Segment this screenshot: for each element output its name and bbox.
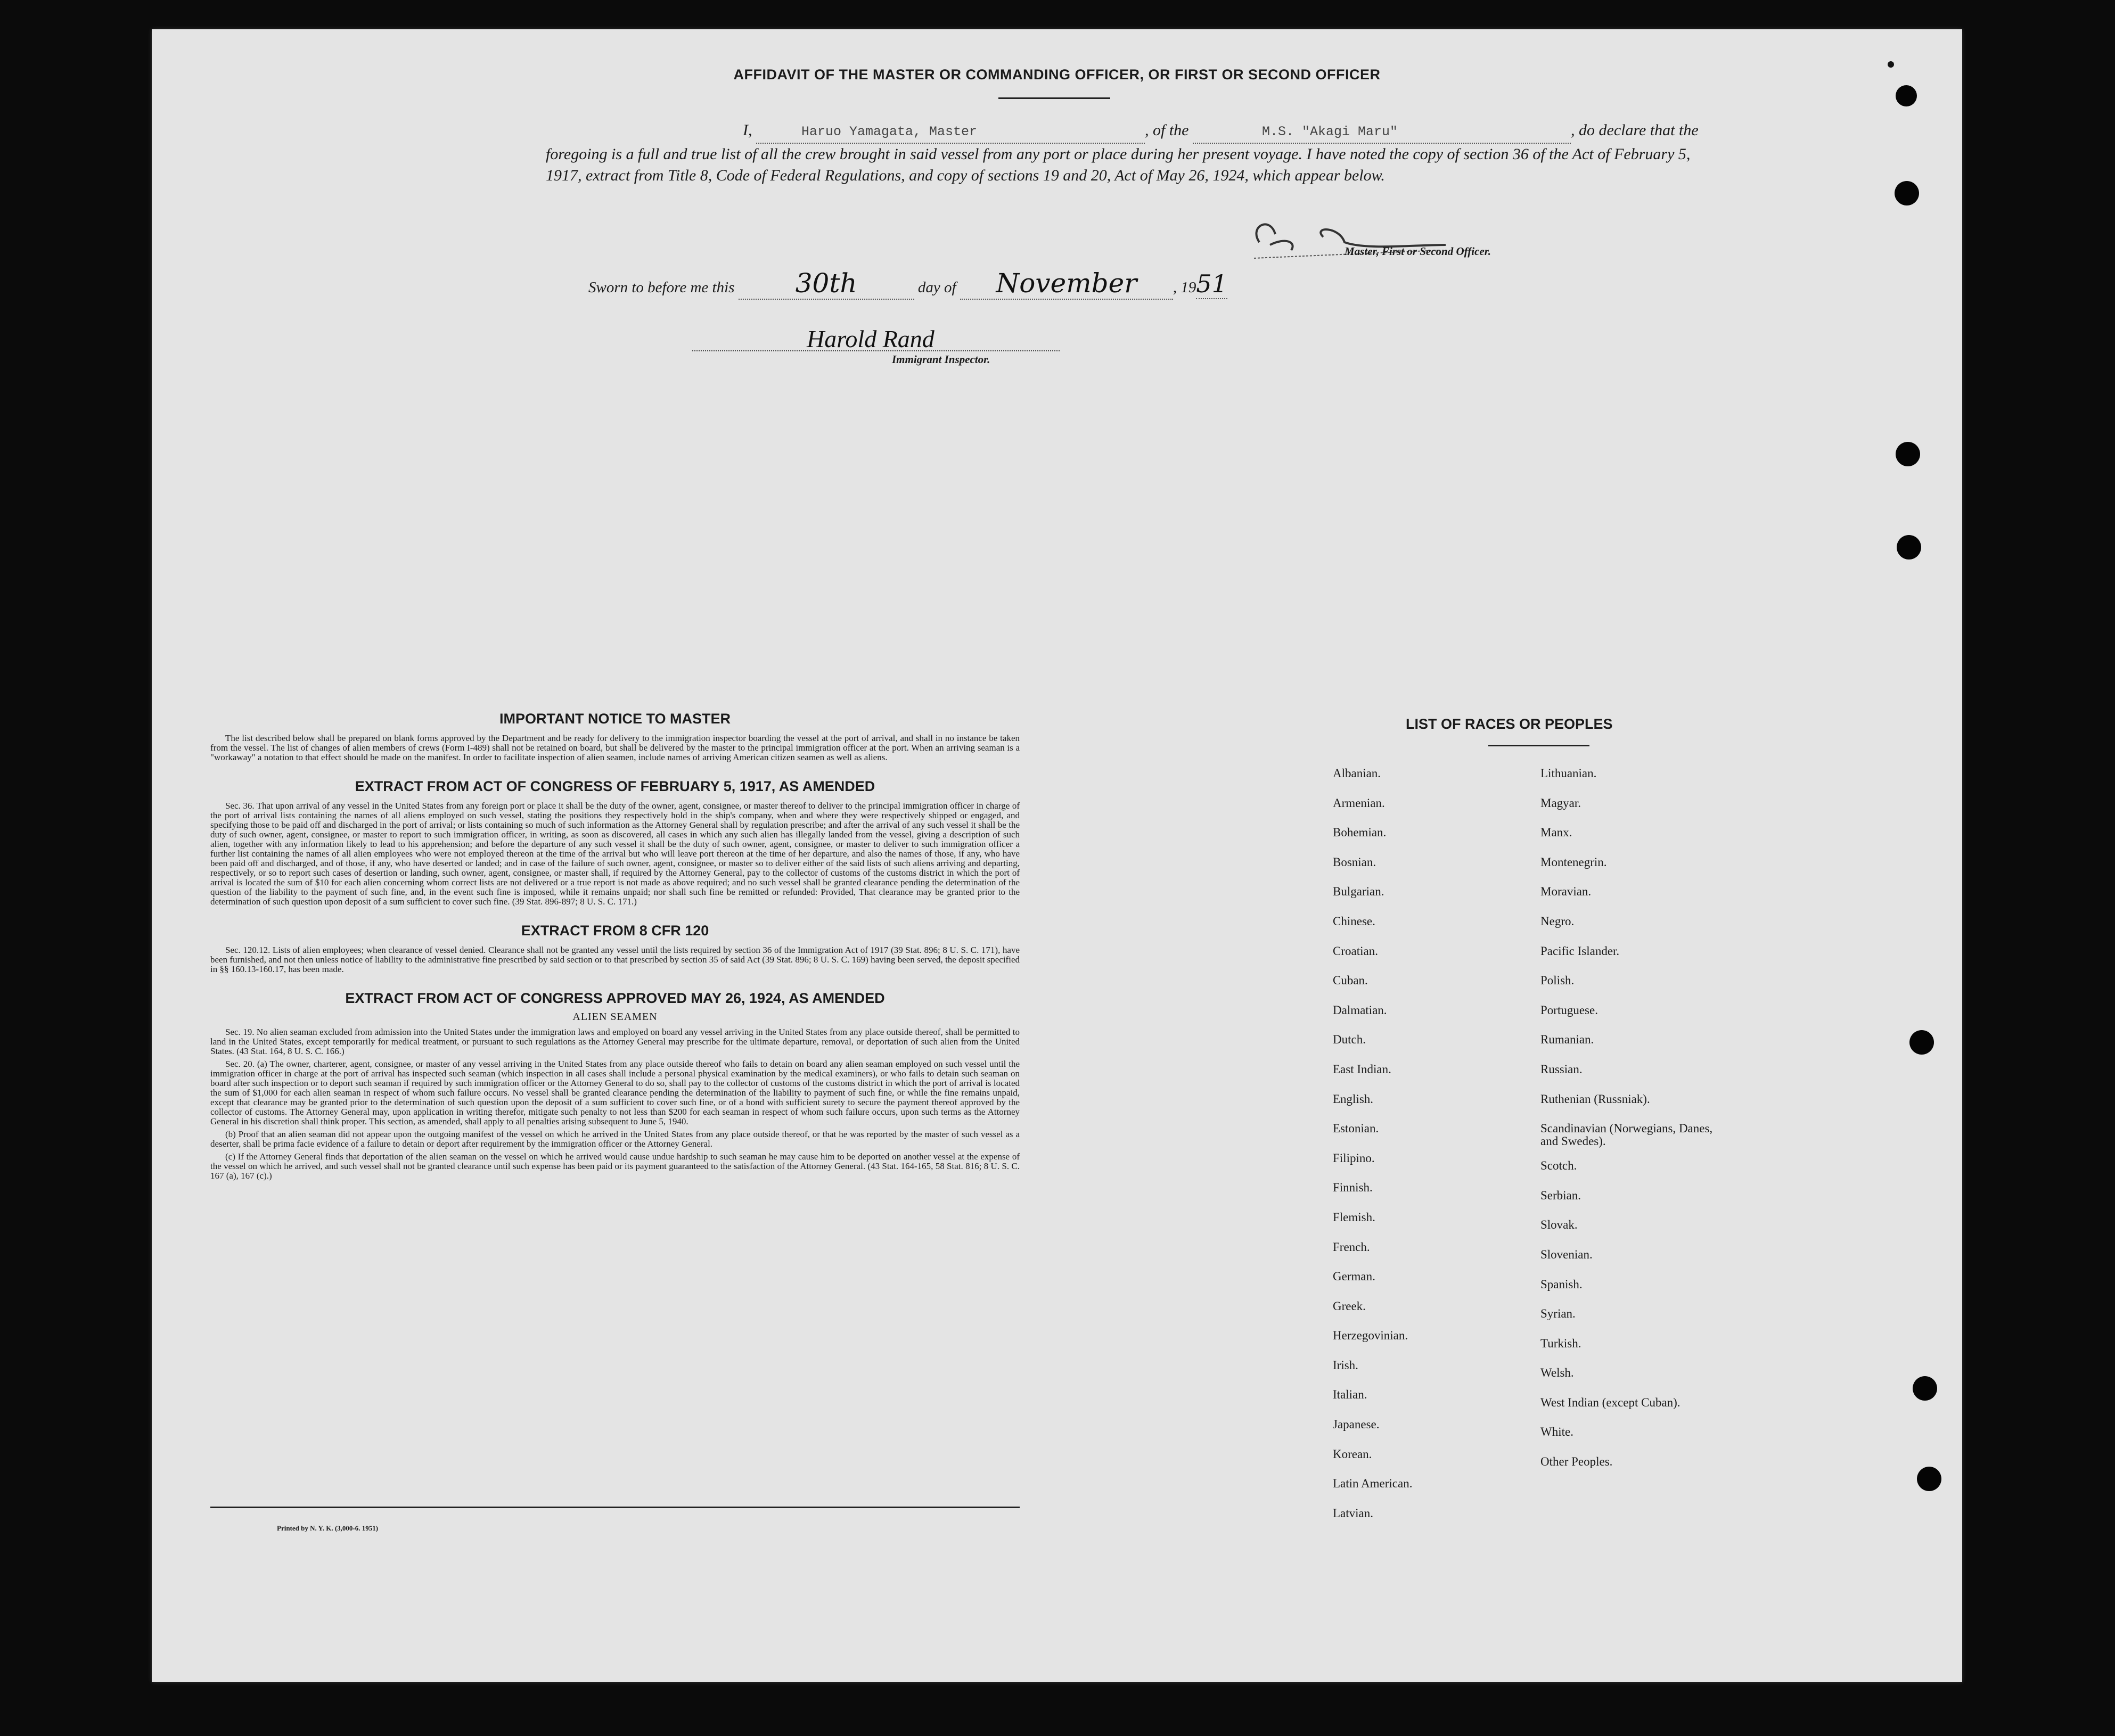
race-item: Scotch.	[1540, 1159, 1577, 1173]
vessel-value: M.S. "Akagi Maru"	[1262, 124, 1398, 139]
race-item: Polish.	[1540, 974, 1575, 988]
sworn-year-value: 51	[1196, 269, 1227, 298]
race-item: English.	[1333, 1092, 1374, 1106]
race-item: Irish.	[1333, 1358, 1358, 1372]
punch-hole	[1896, 442, 1920, 466]
vessel-field	[1193, 121, 1571, 144]
race-item: West Indian (except Cuban).	[1540, 1395, 1680, 1409]
inspector-signature: Harold Rand	[807, 325, 934, 352]
punch-hole	[1917, 1467, 1941, 1491]
race-item: Scandinavian (Norwegians, Danes, and Swedes).	[1540, 1122, 1713, 1148]
extract-cfr-body: Sec. 120.12. Lists of alien employees; when clearance of vessel denied. Clearance shall not be granted any vessel until the lists required by section 36 of the Immigration Act of 1917 (39 Stat. 896; 8 U. S. C. 171), have been furnished, and not then unless notice of liability to the administrative fine prescribed by said section or to that prescribed by section 35 of said Act (39 Stat. 896; 8 U. S. C. 169) having been served, the deposit specified in §§ 160.13-160.17, has been made.	[210, 945, 1020, 974]
decl-prefix: I,	[743, 121, 752, 139]
race-item: Montenegrin.	[1540, 855, 1607, 869]
race-item: Magyar.	[1540, 796, 1581, 810]
races-right-column	[1540, 759, 1759, 1528]
master-signature-label: Master, First or Second Officer.	[1345, 245, 1491, 258]
races-title: LIST OF RACES OR PEOPLES	[1406, 716, 1613, 732]
notices-column	[210, 711, 1020, 1184]
bottom-rule	[210, 1507, 1020, 1508]
races-list	[1333, 759, 1759, 1528]
race-item: Bulgarian.	[1333, 885, 1384, 899]
extract-1924-sec20b: (b) Proof that an alien seaman did not appear upon the outgoing manifest of the vessel on which he arrived in the United States from any place outside thereof, or that he was reported by the master of such vessel as a deserter, shall be prima facie evidence of a failure to detain or deport after requirement by the immigration officer or the Attorney General.	[210, 1129, 1020, 1149]
decl-of-text: , of the	[1145, 121, 1189, 139]
printer-imprint: Printed by N. Y. K. (3,000-6. 1951)	[277, 1524, 379, 1532]
inspector-label: Immigrant Inspector.	[892, 353, 990, 366]
extract-cfr-title: EXTRACT FROM 8 CFR 120	[521, 923, 709, 939]
race-item: Filipino.	[1333, 1151, 1375, 1165]
race-item: Italian.	[1333, 1388, 1367, 1402]
race-item: Dalmatian.	[1333, 1003, 1387, 1017]
race-item: Portuguese.	[1540, 1003, 1598, 1017]
races-title-rule	[1488, 745, 1589, 746]
race-item: French.	[1333, 1240, 1370, 1254]
race-item: Herzegovinian.	[1333, 1329, 1408, 1343]
race-item: Korean.	[1333, 1447, 1372, 1461]
race-item: Lithuanian.	[1540, 767, 1597, 780]
master-name-value: Haruo Yamagata, Master	[801, 124, 978, 139]
sworn-day-value: 30th	[739, 268, 914, 300]
race-item: Manx.	[1540, 826, 1572, 840]
decl-body: that the foregoing is a full and true list of all the crew brought in said vessel from any port or place during her present voyage. I have noted the copy of section 36 of the Act of February 5, 1917, extract from Title 8, Code of Federal Regulations, and copy of sections 19 and 20, Act of May 26, 1924, which appear below.	[546, 121, 1699, 184]
races-left-column	[1333, 759, 1540, 1528]
affidavit-title: AFFIDAVIT OF THE MASTER OR COMMANDING OFFICER, OR FIRST OR SECOND OFFICER	[733, 67, 1381, 83]
race-item: Rumanian.	[1540, 1033, 1594, 1047]
title-rule	[998, 97, 1110, 99]
race-item: Other Peoples.	[1540, 1455, 1613, 1469]
master-signature	[1238, 205, 1451, 269]
race-item: Chinese.	[1333, 914, 1375, 928]
race-item: Bohemian.	[1333, 826, 1387, 840]
race-item: Greek.	[1333, 1299, 1366, 1313]
race-item: Moravian.	[1540, 885, 1592, 899]
race-item: Russian.	[1540, 1062, 1583, 1076]
race-item: Albanian.	[1333, 767, 1381, 780]
race-item: East Indian.	[1333, 1062, 1391, 1076]
race-item: Welsh.	[1540, 1366, 1574, 1380]
inspector-signature-line	[692, 350, 1060, 351]
race-item: Croatian.	[1333, 944, 1378, 958]
extract-1924-subtitle: ALIEN SEAMEN	[572, 1011, 658, 1023]
sworn-year-prefix: , 19	[1173, 279, 1196, 296]
sworn-day-of-text: day of	[917, 279, 956, 296]
race-item: German.	[1333, 1270, 1375, 1284]
race-item: Latin American.	[1333, 1477, 1413, 1491]
notice-body: The list described below shall be prepared on blank forms approved by the Department and be ready for delivery to the immigration inspector boarding the vessel at the port of arrival, and shall in no instance be taken from the vessel. The list of changes of alien members of crews (Form I-489) shall not be retained on board, but shall be delivered by the master to the principal immigration officer at the port. When an arriving seaman is a "workaway" a notation to that effect should be made on the manifest. In order to facilitate inspection of alien seamen, include names of arriving American citizen seamen as well as aliens.	[210, 733, 1020, 762]
speck	[1888, 61, 1894, 68]
notice-title: IMPORTANT NOTICE TO MASTER	[499, 711, 731, 727]
sworn-text: Sworn to before me this	[588, 279, 735, 296]
race-item: Serbian.	[1540, 1188, 1581, 1202]
race-item: Latvian.	[1333, 1506, 1373, 1520]
document-page	[152, 29, 1962, 1682]
extract-1924-sec19: Sec. 19. No alien seaman excluded from admission into the United States under the immigration laws and employed on board any vessel arriving in the United States from any place outside thereof, shall be permitted to land in the United States, except temporarily for medical treatment, or pursuant to such regulations as the Attorney General may prescribe for the ultimate departure, removal, or deportation of such alien from the United States. (43 Stat. 164, 8 U. S. C. 166.)	[210, 1027, 1020, 1056]
punch-hole	[1913, 1376, 1937, 1401]
race-item: Dutch.	[1333, 1033, 1366, 1047]
punch-hole	[1897, 535, 1921, 560]
extract-1924-sec20a: Sec. 20. (a) The owner, charterer, agent, consignee, or master of any vessel arriving in the United States from any place outside thereof who fails to detain on board any alien seaman employed on such vessel until the immigration officer in charge at the port of arrival has inspected such seaman (which inspection in all cases shall include a personal physical examination by the medical examiners), or who fails to detain such seaman on board after such inspection or to deport such seaman if required by such immigration officer or the Attorney General to do so, shall pay to the collector of customs of the customs district in which the port of arrival is located the sum of $1,000 for each alien seaman in respect of whom such failure occurs. No vessel shall be granted clearance pending the determination of the liability to payment of such fine, or while the fine remains unpaid, except that clearance may be granted prior to the determination of such question upon the deposit of a sum sufficient to cover such fine, or of a bond with sufficient surety to secure the payment thereof approved by the collector of customs. The Attorney General may, upon application in writing therefor, mitigate such penalty to not less than $200 for each seaman in respect of whom such failure occurs, upon such terms as the Attorney General in his discretion shall think proper. This section, as amended, shall apply to all penalties arising subsequent to June 5, 1940.	[210, 1059, 1020, 1126]
race-item: Finnish.	[1333, 1181, 1373, 1195]
race-item: Slovak.	[1540, 1218, 1578, 1232]
race-item: Bosnian.	[1333, 855, 1376, 869]
extract-1924-sec20c: (c) If the Attorney General finds that deportation of the alien seaman on the vessel on which he arrived would cause undue hardship to such seaman he may cause him to be deported on another vessel at the expense of the vessel on which he arrived, and such vessel shall not be granted clearance until such expense has been paid or its payment guaranteed to the satisfaction of the Attorney General. (43 Stat. 164-165, 58 Stat. 816; 8 U. S. C. 167 (a), 167 (c).)	[210, 1151, 1020, 1181]
race-item: Spanish.	[1540, 1277, 1583, 1291]
sworn-line	[588, 268, 1227, 300]
race-item: Japanese.	[1333, 1418, 1380, 1431]
punch-hole	[1909, 1030, 1934, 1055]
race-item: Flemish.	[1333, 1210, 1375, 1224]
race-item: Turkish.	[1540, 1336, 1581, 1350]
extract-1917-title: EXTRACT FROM ACT OF CONGRESS OF FEBRUARY 5, 1917, AS AMENDED	[355, 778, 875, 794]
race-item: Slovenian.	[1540, 1247, 1593, 1261]
race-item: Estonian.	[1333, 1122, 1379, 1136]
extract-1924-title: EXTRACT FROM ACT OF CONGRESS APPROVED MAY 26, 1924, AS AMENDED	[345, 990, 885, 1006]
race-item: Cuban.	[1333, 974, 1368, 988]
extract-1917-body: Sec. 36. That upon arrival of any vessel in the United States from any foreign port or place it shall be the duty of the owner, agent, consignee, or master thereof to deliver to the principal immigration officer in charge of the port of arrival lists containing the names of all aliens employed on such vessel, stating the positions they respectively hold in the ship's company, when and where they were respectively shipped or engaged, and specifying those to be paid off and discharged in the port of arrival; or lists containing so much of such information as the Attorney General shall by regulation prescribe; and after the arrival of any such vessel it shall be the duty of such owner, agent, consignee, or master to report to such immigration officer, in writing, as soon as discovered, all cases in which any such alien has illegally landed from the vessel, giving a description of such alien, together with any information likely to lead to his apprehension; and before the departure of any such vessel it shall be the duty of such owner, agent, consignee, or master to deliver to such immigration officer a further list containing the names of all alien employees who were not employed thereon at the time of the arrival but who will leave port thereon at the time of her departure, and also the names of those, if any, who have been paid off and discharged, and of those, if any, who have deserted or landed; and in case of the failure of such owner, agent, consignee, or master so to deliver either of the said lists of such aliens arriving and departing, respectively, or so to report such cases of desertion or landing, such owner, agent, consignee, or master shall, if required by the Attorney General, pay to the collector of customs of the customs district in which the port of arrival is located the sum of $10 for each alien concerning whom correct lists are not delivered or a true report is not made as above required; and no such vessel shall be granted clearance pending the determination of the question of the liability to the payment of such fine, and, in the event such fine is imposed, while it remains unpaid; nor shall such fine be remitted or refunded: Provided, That clearance may be granted prior to the determination of such question upon deposit of a sum sufficient to cover such fine. (39 Stat. 896-897; 8 U. S. C. 171.)	[210, 801, 1020, 907]
sworn-month-value: November	[960, 268, 1173, 300]
master-name-field	[756, 121, 1145, 144]
race-item: Pacific Islander.	[1540, 944, 1620, 958]
race-item: Ruthenian (Russniak).	[1540, 1092, 1650, 1106]
race-item: Armenian.	[1333, 796, 1385, 810]
punch-hole	[1896, 85, 1917, 106]
race-item: White.	[1540, 1425, 1573, 1439]
affidavit-declaration	[546, 120, 1707, 186]
race-item: Negro.	[1540, 914, 1575, 928]
race-item: Syrian.	[1540, 1307, 1576, 1321]
punch-hole	[1895, 181, 1919, 205]
decl-declare-text: , do declare	[1571, 121, 1646, 139]
